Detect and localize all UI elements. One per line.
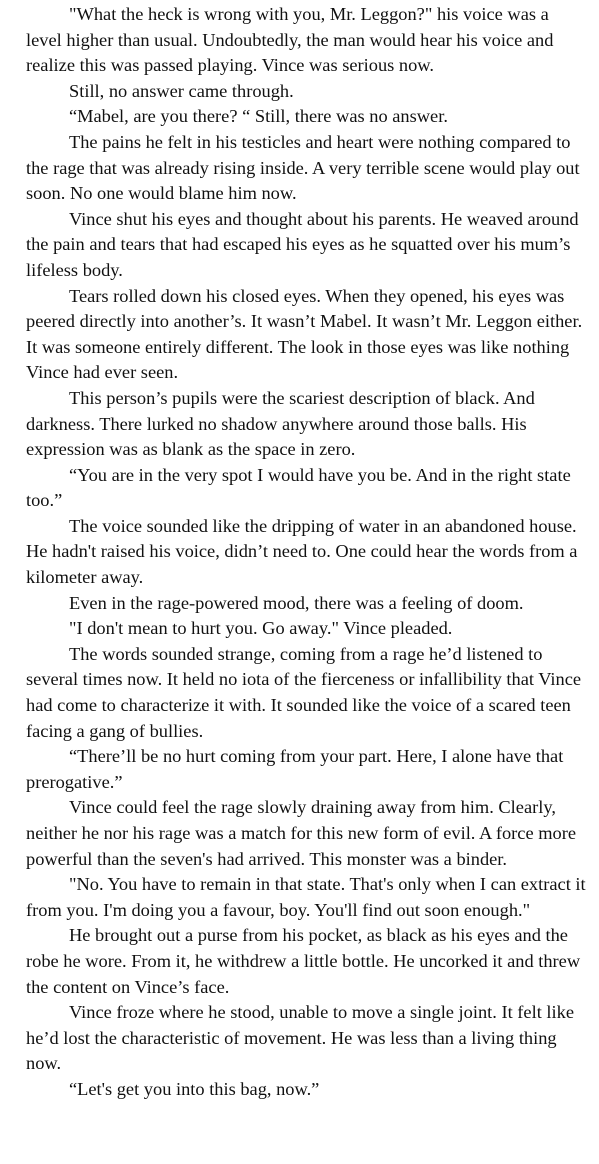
paragraph-17: Vince froze where he stood, unable to move a single joint. It felt like he’d lost the characteristic of movement. He was less than a living thing now. [26, 1002, 574, 1074]
paragraph-3: “Mabel, are you there? “ Still, there was no answer. [69, 106, 448, 127]
paragraph-16: He brought out a purse from his pocket, as black as his eyes and the robe he wore. From it, he withdrew a little bottle. He uncorked it and threw the content on Vince’s face. [26, 925, 581, 997]
paragraph-7: This person’s pupils were the scariest description of black. And darkness. There lurked no shadow anywhere around those balls. His expression was as blank as the space in zero. [26, 387, 535, 460]
paragraph-13: “There’ll be no hurt coming from your part. Here, I alone have that prerogative.” [26, 746, 564, 792]
paragraph-9: The voice sounded like the dripping of water in an abandoned house. He hadn't raised his voice, didn’t need to. One could hear the words from a kilometer away. [26, 515, 578, 588]
paragraph-5: Vince shut his eyes and thought about his parents. He weaved around the pain and tears that had escaped his eyes as he squatted over his mum’s lifeless body. [26, 208, 579, 280]
paragraph-8: “You are in the very spot I would have you be. And in the right state too.” [26, 464, 571, 511]
paragraph-1: "What the heck is wrong with you, Mr. Leggon?" his voice was a level higher than usual. Undoubtedly, the man would hear his voice and realize this was passed playing. Vince was serious now. [26, 4, 554, 76]
paragraph-12: The words sounded strange, coming from a rage he’d listened to several times now. It held no iota of the fierceness or infallibility that Vince had come to characterize it with. It sounded like the voice of a scared teen facing a gang of bullies. [26, 643, 582, 741]
paragraph-2: Still, no answer came through. [69, 80, 294, 101]
paragraph-10: Even in the rage-powered mood, there was a feeling of doom. [69, 592, 524, 613]
paragraph-11: "I don't mean to hurt you. Go away." Vince pleaded. [69, 618, 453, 639]
paragraph-14: Vince could feel the rage slowly draining away from him. Clearly, neither he nor his rage was a match for this new form of evil. A force more powerful than the seven's had arrived. This monster was a binder. [26, 797, 577, 869]
paragraph-4: The pains he felt in his testicles and heart were nothing compared to the rage that was already rising inside. A very terrible scene would play out soon. No one would blame him now. [26, 131, 580, 204]
paragraph-18: “Let's get you into this bag, now.” [69, 1078, 320, 1099]
paragraph-6: Tears rolled down his closed eyes. When they opened, his eyes was peered directly into another’s. It wasn’t Mabel. It wasn’t Mr. Leggon either. It was someone entirely different. The look in those eyes was like nothing Vince had ever seen. [26, 285, 583, 383]
paragraph-15: "No. You have to remain in that state. That's only when I can extract it from you. I'm doing you a favour, boy. You'll find out soon enough." [26, 874, 586, 920]
